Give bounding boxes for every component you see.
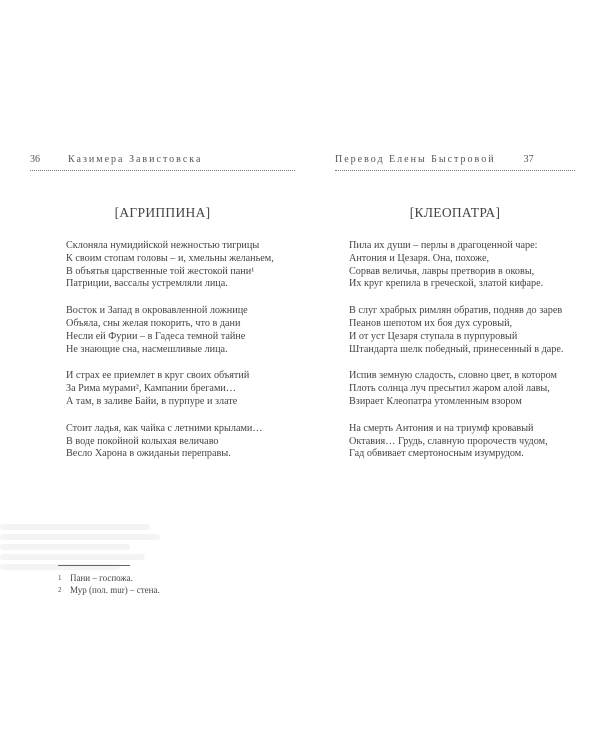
poem-line: И от уст Цезаря ступала в пурпуровый (349, 330, 518, 342)
poem-line: Октавия… Грудь, славную пророчеств чудом, (349, 435, 548, 447)
footnote-text: Пани – госпожа. (70, 573, 133, 583)
left-poem (66, 240, 295, 475)
poem-line: Не знающие сна, насмешливые лица. (66, 343, 228, 355)
stanza (349, 240, 575, 291)
poem-line: К своим стопам головы – и, хмельны желаньем, (66, 252, 274, 264)
right-header (335, 150, 575, 168)
poem-line: Склоняла нумидийской нежностью тигрицы (66, 240, 260, 251)
right-header-rule (335, 170, 575, 171)
poem-line: В объятья царственные той жестокой пани¹ (66, 265, 255, 277)
footnotes (58, 572, 160, 596)
poem-line: Их круг крепила в греческой, златой кифаре. (349, 278, 544, 290)
left-running-head: Казимера Завистовска (68, 153, 203, 165)
left-poem-title: [АГРИППИНА] (114, 205, 211, 220)
poem-line: Штандарта шелк победный, принесенный в даре. (349, 343, 564, 355)
footnote-number: 1 (58, 574, 62, 582)
poem-line: Весло Харона в ожиданьи переправы. (66, 448, 231, 460)
poem-line: За Рима мурами², Кампании брегами… (66, 383, 237, 395)
stanza (349, 423, 575, 461)
poem-line: И страх ее приемлет в круг своих объятий (66, 370, 250, 382)
poem-line: Несли ей Фурии – в Гадеса темной тайне (66, 330, 246, 342)
poem-line: Патриции, вассалы устремляли лица. (66, 278, 228, 290)
left-header-rule (30, 170, 295, 171)
poem-line: А там, в заливе Байи, в пурпуре и злате (66, 395, 238, 407)
poem-line: Пила их души – перлы в драгоценной чаре: (349, 240, 538, 251)
poem-line: Плоть солнца луч пресытил жаром алой лавы, (349, 383, 550, 395)
right-running-head: Перевод Елены Быстровой (335, 153, 496, 165)
poem-line: Восток и Запад в окровавленной ложнице (66, 305, 248, 317)
stanza (349, 370, 575, 408)
poem-line: На смерть Антония и на триумф кровавый (349, 422, 534, 434)
footnote-rule (58, 565, 130, 566)
footnote-number: 2 (58, 586, 62, 594)
poem-line: Объяла, сны желая покорить, что в дани (66, 317, 241, 329)
right-page-number: 37 (523, 153, 534, 165)
poem-line: В воде покойной колыхая величаво (66, 435, 219, 447)
stanza (66, 370, 295, 408)
stanza (66, 240, 295, 291)
right-poem-title: [КЛЕОПАТРА] (409, 205, 501, 220)
poem-line: Гад обвивает смертоносным изумрудом. (349, 448, 524, 460)
stanza (66, 423, 295, 461)
poem-line: Взирает Клеопатра утомленным взором (349, 395, 522, 407)
poem-line: Пеанов шепотом их боя дух суровый, (349, 317, 513, 329)
poem-line: Сорвав величья, лавры претворив в оковы, (349, 265, 535, 277)
poem-line: В слуг храбрых римлян обратив, подняв до зарев (349, 305, 563, 317)
stanza (66, 305, 295, 356)
stanza (349, 305, 575, 356)
left-page-number: 36 (30, 153, 40, 165)
poem-line: Испив земную сладость, словно цвет, в котором (349, 370, 557, 382)
footnote-text: Мур (пол. mur) – стена. (70, 585, 160, 595)
poem-line: Антония и Цезаря. Она, похоже, (349, 252, 490, 264)
poem-line: Стоит ладья, как чайка с летними крылами… (66, 422, 263, 434)
right-poem (349, 240, 575, 475)
footnote (58, 584, 160, 596)
left-header (30, 150, 295, 168)
bleed-through-shadow (0, 520, 170, 580)
footnote (58, 572, 160, 584)
